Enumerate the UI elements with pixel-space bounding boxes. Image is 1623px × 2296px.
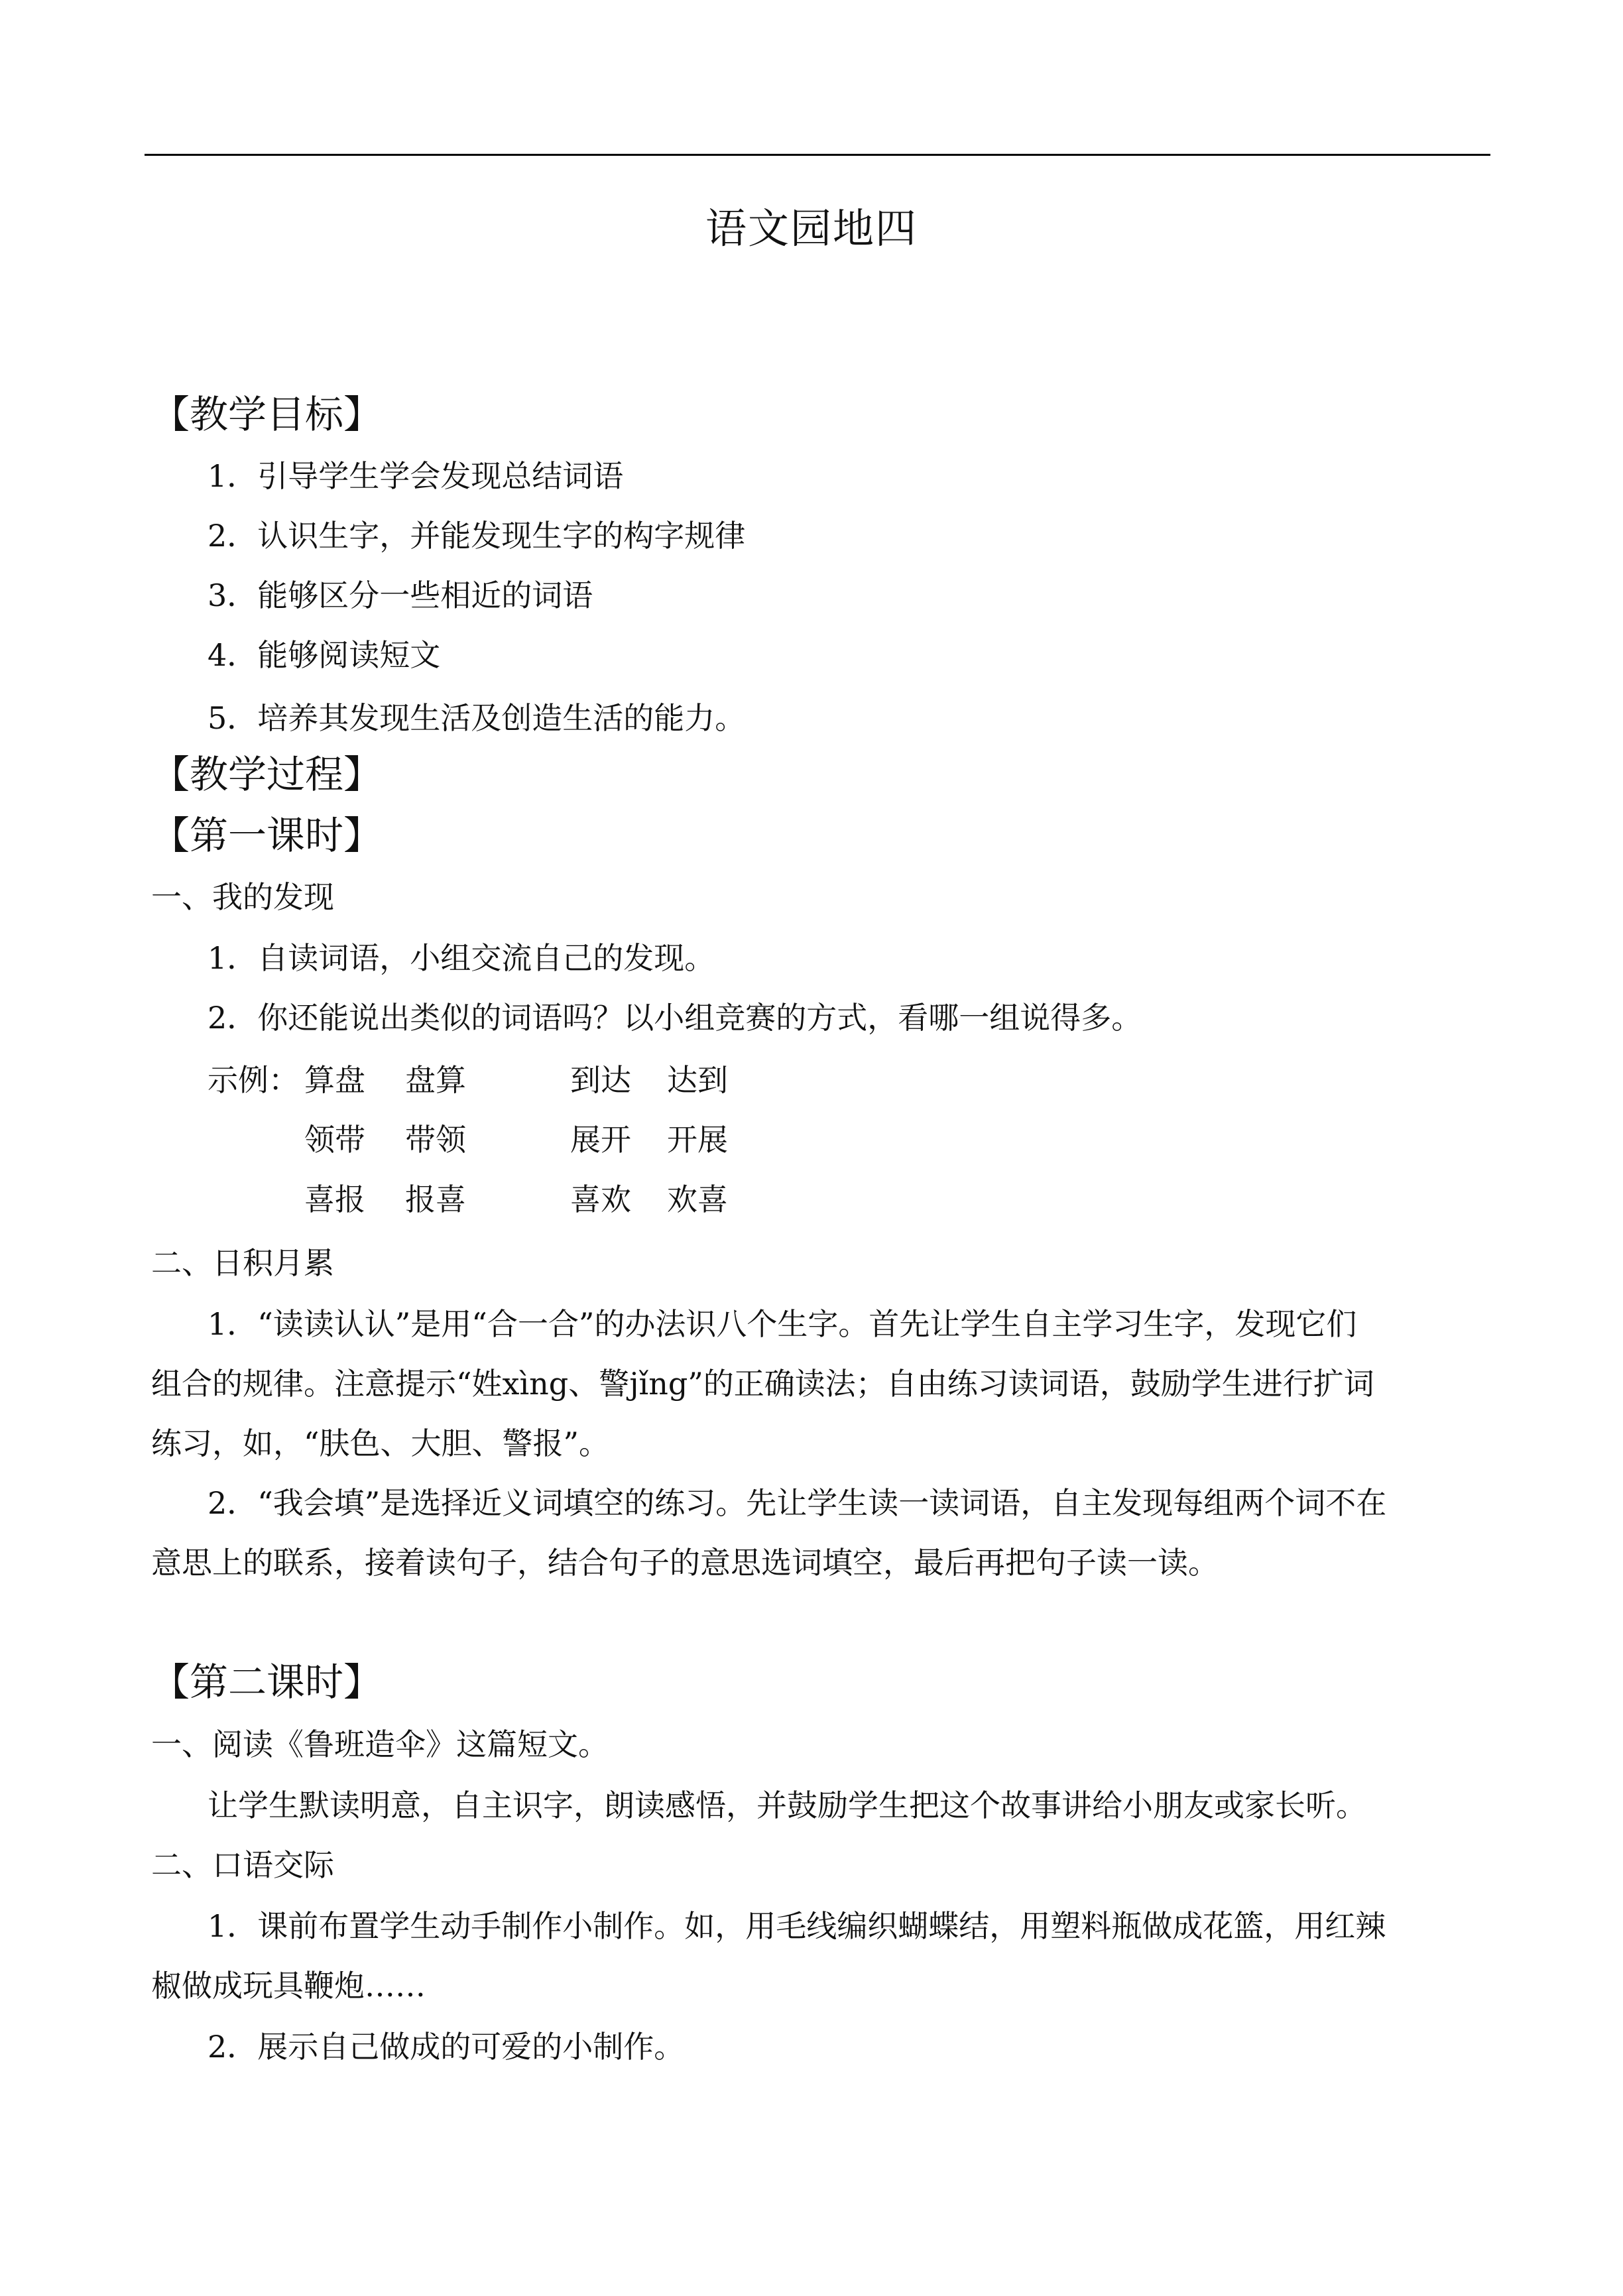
goal-item: 3．能够区分一些相近的词语 [208,577,593,613]
example-word: 喜欢 [570,1181,631,1217]
paragraph-line: 1．“读读认认”是用“合一合”的办法识八个生字。首先让学生自主学习生字，发现它们 [208,1306,1357,1342]
header-rule [145,154,1490,156]
lesson1-heading: 【第一课时】 [151,813,383,858]
example-word: 报喜 [405,1181,466,1217]
example-word: 喜报 [304,1181,365,1217]
lesson1-section2-title: 二、日积月累 [151,1245,334,1281]
example-word: 带领 [405,1122,466,1158]
example-word: 算盘 [304,1062,365,1098]
example-word: 到达 [570,1062,631,1098]
example-word: 盘算 [405,1062,466,1098]
goal-item: 2．认识生字，并能发现生字的构字规律 [208,518,746,554]
paragraph-line: 练习，如，“肤色、大胆、警报”。 [151,1425,610,1461]
goal-item: 5．培养其发现生活及创造生活的能力。 [208,700,746,736]
process-heading: 【教学过程】 [151,752,383,797]
lesson2-section2-title: 二、口语交际 [151,1847,334,1883]
page-title: 语文园地四 [705,204,918,253]
example-word: 领带 [304,1122,365,1158]
lesson2-heading: 【第二课时】 [151,1660,383,1705]
lesson2-section1-title: 一、阅读《鲁班造伞》这篇短文。 [151,1726,609,1762]
example-word: 达到 [667,1062,728,1098]
paragraph-line: 组合的规律。注意提示“姓xìng、警jǐng”的正确读法；自由练习读词语，鼓励学生进行扩词 [151,1366,1374,1402]
paragraph-line: 1．课前布置学生动手制作小制作。如，用毛线编织蝴蝶结，用塑料瓶做成花篮，用红辣 [208,1908,1386,1944]
goal-item: 1．引导学生学会发现总结词语 [208,458,624,494]
example-word: 开展 [667,1122,728,1158]
paragraph-line: 2．展示自己做成的可爱的小制作。 [208,2029,685,2065]
paragraph-line: 意思上的联系，接着读句子，结合句子的意思选词填空，最后再把句子读一读。 [151,1545,1219,1581]
goals-heading: 【教学目标】 [151,392,383,437]
paragraph-line: 椒做成玩具鞭炮…… [151,1968,426,2004]
lesson1-item: 1．自读词语，小组交流自己的发现。 [208,940,715,976]
example-word: 展开 [570,1122,631,1158]
lesson1-item: 2．你还能说出类似的词语吗？以小组竞赛的方式，看哪一组说得多。 [208,1000,1142,1036]
lesson1-section1-title: 一、我的发现 [151,879,334,915]
paragraph-line: 让学生默读明意，自主识字，朗读感悟，并鼓励学生把这个故事讲给小朋友或家长听。 [208,1787,1366,1823]
example-label: 示例： [208,1062,299,1098]
goal-item: 4．能够阅读短文 [208,637,441,673]
paragraph-line: 2．“我会填”是选择近义词填空的练习。先让学生读一读词语，自主发现每组两个词不在 [208,1485,1387,1521]
example-word: 欢喜 [667,1181,728,1217]
